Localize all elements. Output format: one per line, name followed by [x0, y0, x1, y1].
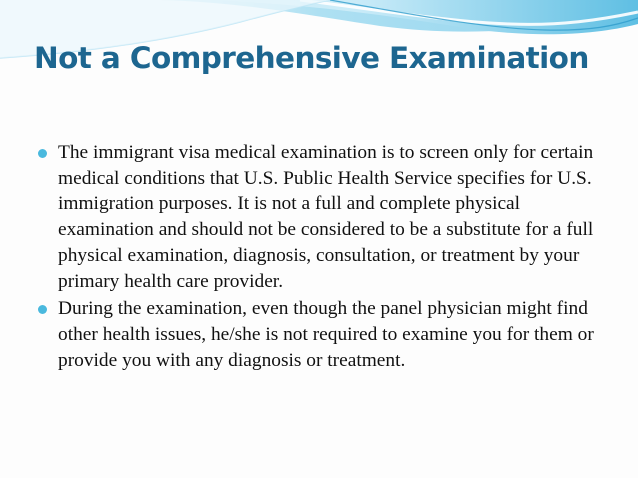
bullet-item — [38, 140, 606, 294]
bullet-text: During the examination, even though the panel physician might find other health issues, he/she is not required to examine you for them or provide you with any diagnosis or treatment. — [58, 298, 594, 371]
bullet-marker-icon — [38, 149, 47, 158]
bullet-item — [38, 296, 606, 373]
slide-title: Not a Comprehensive Examination — [34, 41, 589, 75]
bullet-list — [38, 140, 606, 375]
bullet-marker-icon — [38, 305, 47, 314]
bullet-text: The immigrant visa medical examination is to screen only for certain medical conditions that U.S. Public Health Service specifies for U.S. immigration purposes. It is not a full and complete physical examination and should not be considered to be a substitute for a full physical examination, diagnosis, consultation, or treatment by your primary health care provider. — [58, 142, 594, 292]
